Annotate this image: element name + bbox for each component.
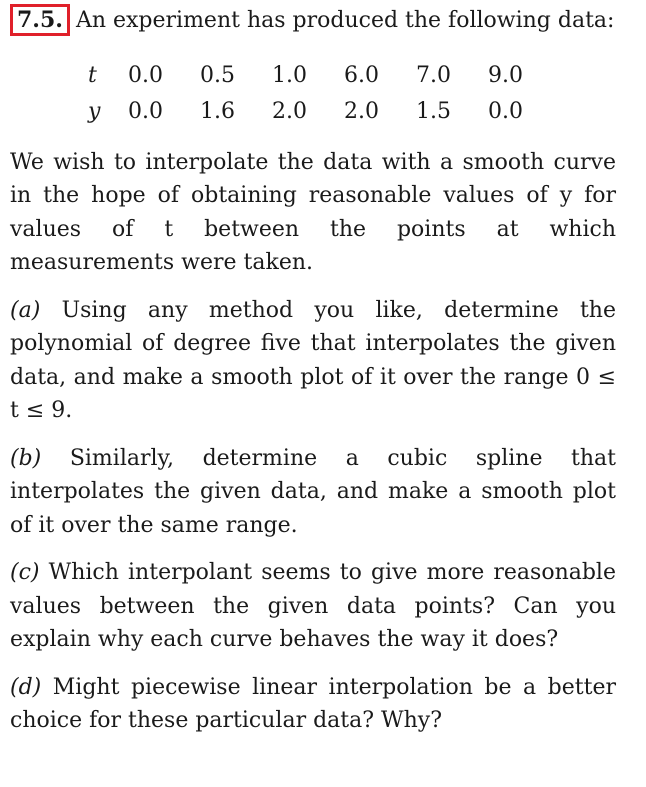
part-b <box>10 442 616 543</box>
table-cell: 1.6 <box>200 99 235 124</box>
table-cell: 6.0 <box>344 63 379 88</box>
part-a-text: Using any method you like, determine the polynomial of degree five that interpolates the given data, and make a smooth plot of it over the range 0 ≤ t ≤ 9. <box>10 297 616 423</box>
body-paragraph: We wish to interpolate the data with a smooth curve in the hope of obtaining reasonable values of y for values of t between the points at which measurements were taken. <box>10 149 616 275</box>
problem-page <box>10 4 616 738</box>
table-cell: 2.0 <box>272 99 307 124</box>
table-row-y <box>88 94 560 130</box>
table-cell: 0.0 <box>128 63 163 88</box>
table-cell: 9.0 <box>488 63 523 88</box>
table-cell: 0.0 <box>488 99 523 124</box>
part-b-text: Similarly, determine a cubic spline that interpolates the given data, and make a smooth plot of it over the same range. <box>10 445 617 538</box>
problem-intro <box>10 4 616 38</box>
table-cell: 1.5 <box>416 99 451 124</box>
part-c-text: Which interpolant seems to give more reasonable values between the given data points? Can you explain why each curve behaves the way it does? <box>10 560 616 652</box>
table-cell: 0.5 <box>200 63 235 88</box>
table-cell: 1.0 <box>272 63 307 88</box>
part-d-label: (d) <box>10 674 42 700</box>
table-cell: 2.0 <box>344 99 379 124</box>
table-cell: 7.0 <box>416 63 451 88</box>
problem-number: 7.5. <box>10 4 70 36</box>
problem-intro-text: An experiment has produced the following data: <box>75 8 615 33</box>
part-d-text: Might piecewise linear interpolation be a better choice for these particular data? Why? <box>10 674 616 733</box>
data-table <box>88 58 560 130</box>
part-a <box>10 294 616 428</box>
part-b-label: (b) <box>10 445 42 471</box>
row-label-t: t <box>88 63 97 88</box>
table-cell: 0.0 <box>128 99 163 124</box>
row-label-y: y <box>88 99 101 124</box>
part-c-label: (c) <box>10 560 40 585</box>
part-c <box>10 556 616 657</box>
part-a-label: (a) <box>10 297 41 323</box>
part-d <box>10 671 616 738</box>
table-row-t <box>88 58 560 94</box>
